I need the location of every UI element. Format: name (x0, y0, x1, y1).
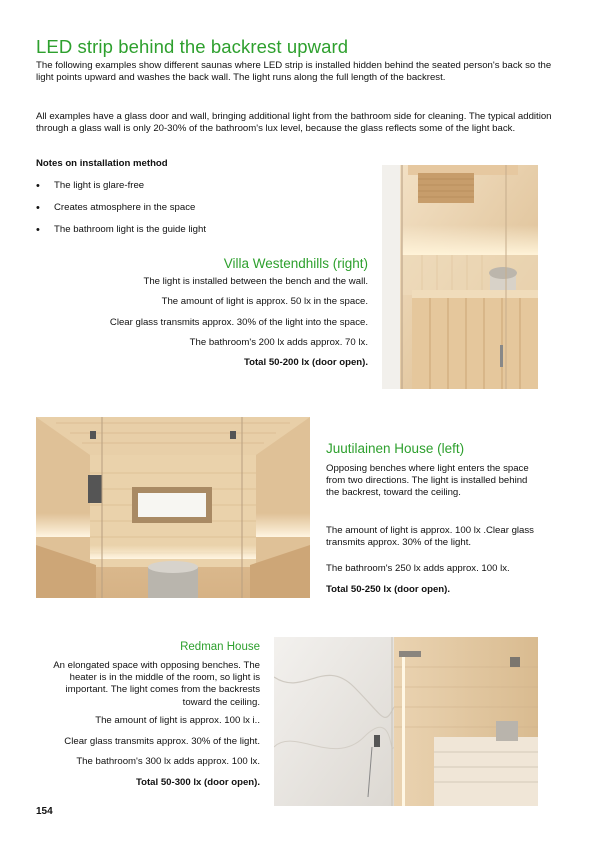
redman-house-photo (274, 637, 538, 806)
villa-line-2: The amount of light is approx. 50 lx in the space. (161, 296, 368, 307)
redman-line-3: The bathroom's 300 lx adds approx. 100 lx. (76, 756, 260, 767)
intro-paragraph-1: The following examples show different saunas where LED strip is installed hidden behind the seated person's back so the light points upward and washes the back wall. The light runs along the full length of the backrest. (36, 60, 552, 84)
villa-westendhills-photo (382, 165, 538, 389)
juutilainen-paragraph-3: The bathroom's 250 lx adds approx. 100 lx. (326, 563, 510, 574)
intro-paragraph-2: All examples have a glass door and wall, bringing additional light from the bathroom side for cleaning. The typical addition through a glass wall is only 20-30% of the bathroom's lux level, because the glass reflects some of the light back. (36, 111, 552, 135)
juutilainen-paragraph-2: The amount of light is approx. 100 lx .Clear glass transmits approx. 30% of the light. (326, 525, 534, 549)
page-number: 154 (36, 806, 53, 817)
juutilainen-paragraph-1: Opposing benches where light enters the space from two directions. The light is installed behind the backrest, toward the ceiling. (326, 463, 529, 499)
villa-heading: Villa Westendhills (right) (223, 256, 368, 271)
villa-total: Total 50-200 lx (door open). (243, 357, 368, 368)
juutilainen-house-photo (36, 417, 310, 598)
list-item: • The bathroom light is the guide light (36, 224, 206, 246)
villa-line-4: The bathroom's 200 lx adds approx. 70 lx. (189, 337, 368, 348)
notes-list (36, 180, 206, 246)
notes-heading: Notes on installation method (36, 158, 168, 169)
page-title: LED strip behind the backrest upward (36, 36, 349, 57)
redman-paragraph-1: An elongated space with opposing benches. The heater is in the middle of the room, so light is important. The light comes from the backrests toward the ceiling. (53, 660, 260, 708)
redman-total: Total 50-300 lx (door open). (135, 777, 260, 788)
juutilainen-total: Total 50-250 lx (door open). (326, 584, 451, 595)
juutilainen-heading: Juutilainen House (left) (326, 441, 465, 456)
list-item: • Creates atmosphere in the space (36, 202, 206, 224)
villa-line-3: Clear glass transmits approx. 30% of the light into the space. (109, 317, 368, 328)
redman-line-2: Clear glass transmits approx. 30% of the light. (64, 736, 260, 747)
redman-line-1: The amount of light is approx. 100 lx i.. (95, 715, 260, 726)
villa-line-1: The light is installed between the bench and the wall. (143, 276, 368, 287)
list-item: • The light is glare-free (36, 180, 206, 202)
redman-heading: Redman House (180, 641, 260, 653)
